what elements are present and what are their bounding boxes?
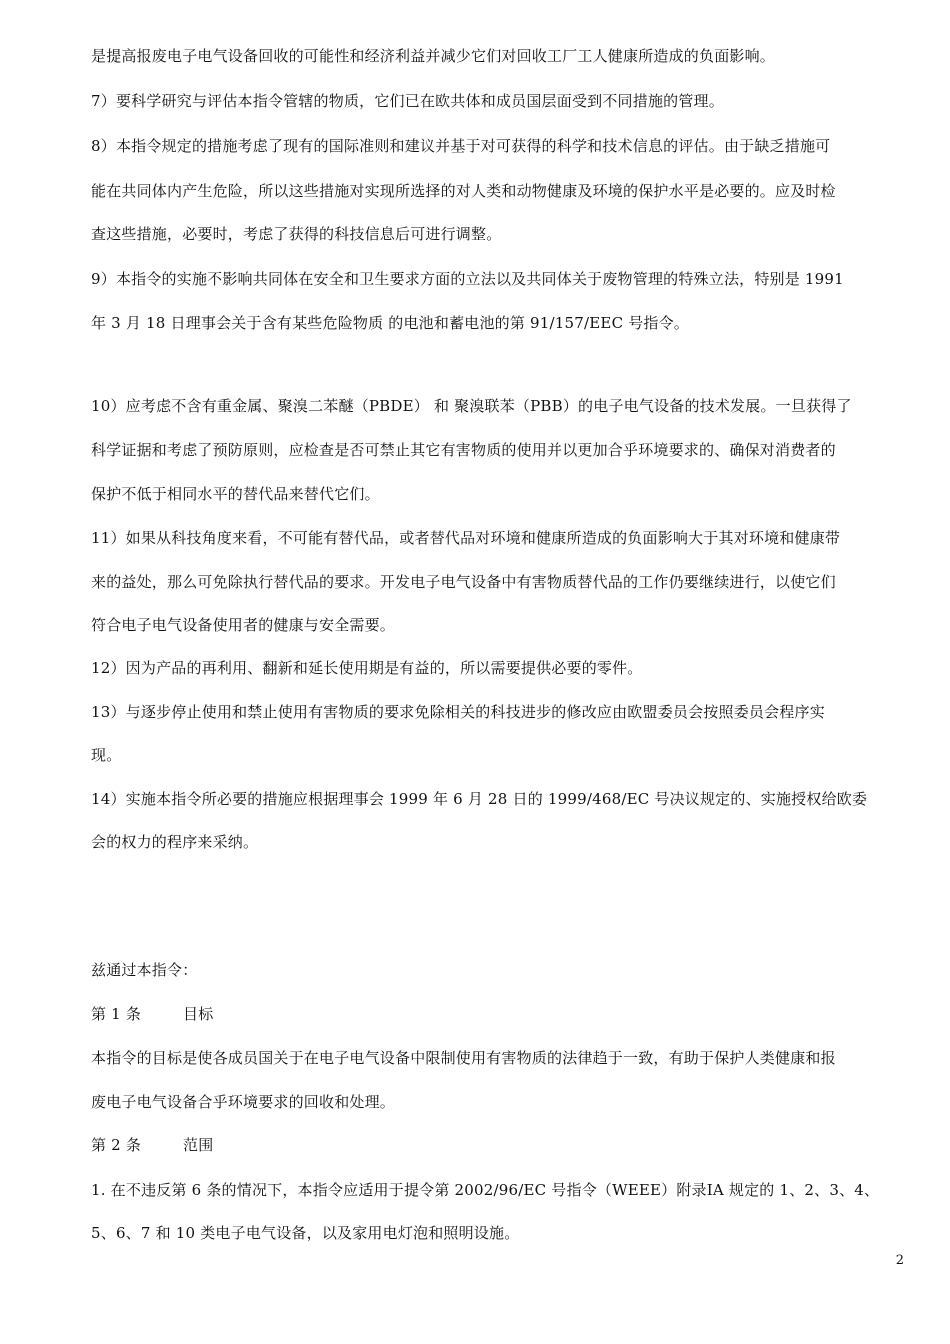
- text-line: 11）如果从科技角度来看，不可能有替代品，或者替代品对环境和健康所造成的负面影响大于其对环境和健康带: [91, 529, 841, 547]
- text-line: 10）应考虑不含有重金属、聚溴二苯醚（PBDE） 和 聚溴联苯（PBB）的电子电气设备的技术发展。一旦获得了: [91, 397, 852, 415]
- text-line: 查这些措施，必要时，考虑了获得的科技信息后可进行调整。: [91, 225, 502, 243]
- text-line: 本指令的目标是使各成员国关于在电子电气设备中限制使用有害物质的法律趋于一致，有助于保护人类健康和报: [91, 1049, 836, 1067]
- text-line: 是提高报废电子电气设备回收的可能性和经济利益并减少它们对回收工厂工人健康所造成的负面影响。: [91, 47, 776, 65]
- text-line: 科学证据和考虑了预防原则，应检查是否可禁止其它有害物质的使用并以更加合乎环境要求的、确保对消费者的: [91, 441, 836, 459]
- article-number: 第 2 条: [91, 1136, 142, 1154]
- article-2-heading: [91, 1135, 906, 1155]
- article-1-heading: [91, 1004, 906, 1024]
- enacting-clause: 兹通过本指令：: [91, 961, 198, 979]
- text-line: 来的益处，那么可免除执行替代品的要求。开发电子电气设备中有害物质替代品的工作仍要继续进行，以使它们: [91, 573, 836, 591]
- page-number: 2: [895, 1253, 904, 1268]
- text-line: 8）本指令规定的措施考虑了现有的国际准则和建议并基于对可获得的科学和技术信息的评估。由于缺乏措施可: [91, 137, 831, 155]
- text-line: 废电子电气设备合乎环境要求的回收和处理。: [91, 1093, 396, 1111]
- text-line: 符合电子电气设备使用者的健康与安全需要。: [91, 616, 396, 634]
- text-line: 12）因为产品的再利用、翻新和延长使用期是有益的，所以需要提供必要的零件。: [91, 659, 643, 677]
- text-line: 7）要科学研究与评估本指令管辖的物质，它们已在欧共体和成员国层面受到不同措施的管理。: [91, 92, 724, 110]
- article-title: 范围: [183, 1136, 214, 1154]
- text-line: 14）实施本指令所必要的措施应根据理事会 1999 年 6 月 28 日的 1999/468/EC 号决议规定的、实施授权给欧委: [91, 790, 868, 808]
- article-number: 第 1 条: [91, 1005, 142, 1023]
- text-line: 保护不低于相同水平的替代品来替代它们。: [91, 485, 380, 503]
- text-line: 1. 在不违反第 6 条的情况下，本指令应适用于提令第 2002/96/EC 号指令（WEEE）附录ⅠA 规定的 1、2、3、4、: [91, 1181, 880, 1199]
- text-line: 会的权力的程序来采纳。: [91, 833, 259, 851]
- text-line: 13）与逐步停止使用和禁止使用有害物质的要求免除相关的科技进步的修改应由欧盟委员会按照委员会程序实: [91, 703, 825, 721]
- text-line: 9）本指令的实施不影响共同体在安全和卫生要求方面的立法以及共同体关于废物管理的特殊立法，特别是 1991: [91, 270, 844, 288]
- text-line: 能在共同体内产生危险，所以这些措施对实现所选择的对人类和动物健康及环境的保护水平是必要的。应及时检: [91, 182, 836, 200]
- text-line: 年 3 月 18 日理事会关于含有某些危险物质 的电池和蓄电池的第 91/157/EEC 号指令。: [91, 314, 690, 332]
- text-line: 现。: [91, 746, 122, 764]
- article-title: 目标: [183, 1005, 214, 1023]
- text-line: 5、6、7 和 10 类电子电气设备，以及家用电灯泡和照明设施。: [91, 1224, 520, 1242]
